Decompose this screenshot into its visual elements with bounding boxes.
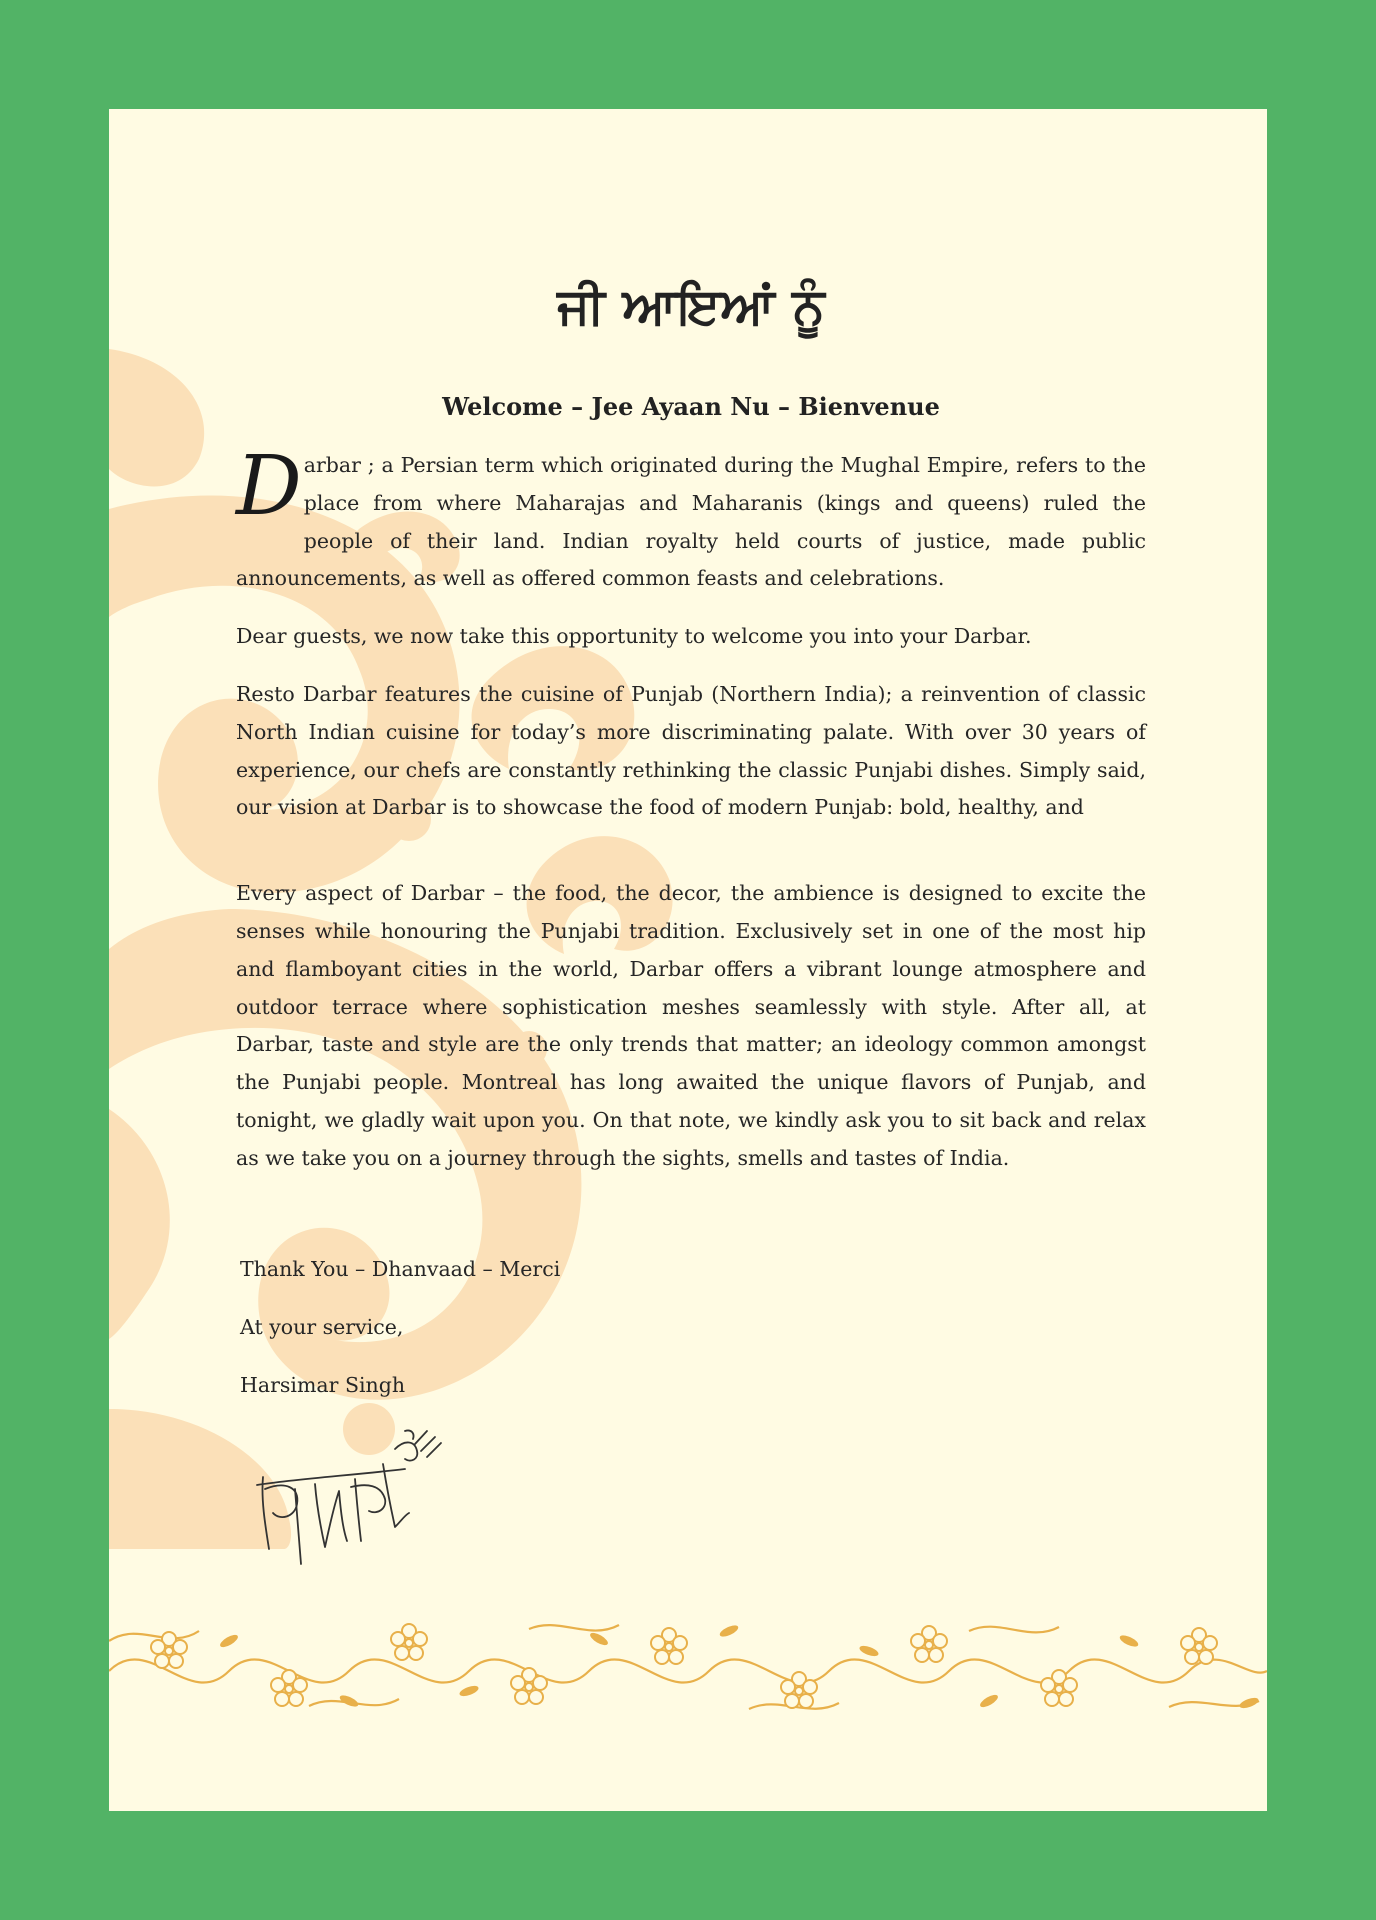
paragraph-cuisine: Resto Darbar features the cuisine of Punjab (Northern India); a reinvention of classic North Indian cuisine for today’s more discriminating palate. With over 30 years of experience, our chefs are constantly rethinking the classic Punjabi dishes. Simply said, our vision at Darbar is to showcase the food of modern Punjab: bold, healthy, and <box>236 681 1146 820</box>
signer-name: Harsimar Singh <box>240 1373 406 1397</box>
punjabi-welcome-title: ਜੀ ਆਇਆਂ ਨੂੰ <box>557 277 825 335</box>
paragraph-welcome-guests: Dear guests, we now take this opportunity to welcome you into your Darbar. <box>236 624 1032 649</box>
floral-border-band <box>109 1611 1267 1723</box>
paragraph-ambience: Every aspect of Darbar – the food, the decor, the ambience is designed to excite the senses while honouring the Punjabi tradition. Exclusively set in one of the most hip and flamboyant cities in the world, Darbar offers a vibrant lounge atmosphere and outdoor terrace where sophistication meshes seamlessly with style. After all, at Darbar, taste and style are the only trends that matter; an ideology common amongst the Punjabi people. Montreal has long awaited the unique flavors of Punjab, and tonight, we gladly wait upon you. On that note, we kindly ask you to sit back and relax as we take you on a journey through the sights, smells and tastes of India. <box>236 881 1146 1170</box>
menu-page <box>109 109 1267 1811</box>
drop-cap: D <box>236 439 302 534</box>
service-line: At your service, <box>240 1315 404 1339</box>
paragraph-darbar-origin <box>236 439 1146 598</box>
letter-closing <box>240 1257 560 1431</box>
handwritten-signature <box>255 1429 445 1574</box>
letter-body <box>236 439 1146 1198</box>
paragraph-darbar-origin-text: arbar ; a Persian term which originated during the Mughal Empire, refers to the place from where Maharajas and Maharanis (kings and queens) ruled the people of their land. Indian royalty held courts of justice, made public announcements, as well as offered common feasts and celebrations. <box>236 453 1146 591</box>
thanks-line: Thank You – Dhanvaad – Merci <box>240 1257 561 1281</box>
welcome-subtitle: Welcome – Jee Ayaan Nu – Bienvenue <box>442 392 940 421</box>
